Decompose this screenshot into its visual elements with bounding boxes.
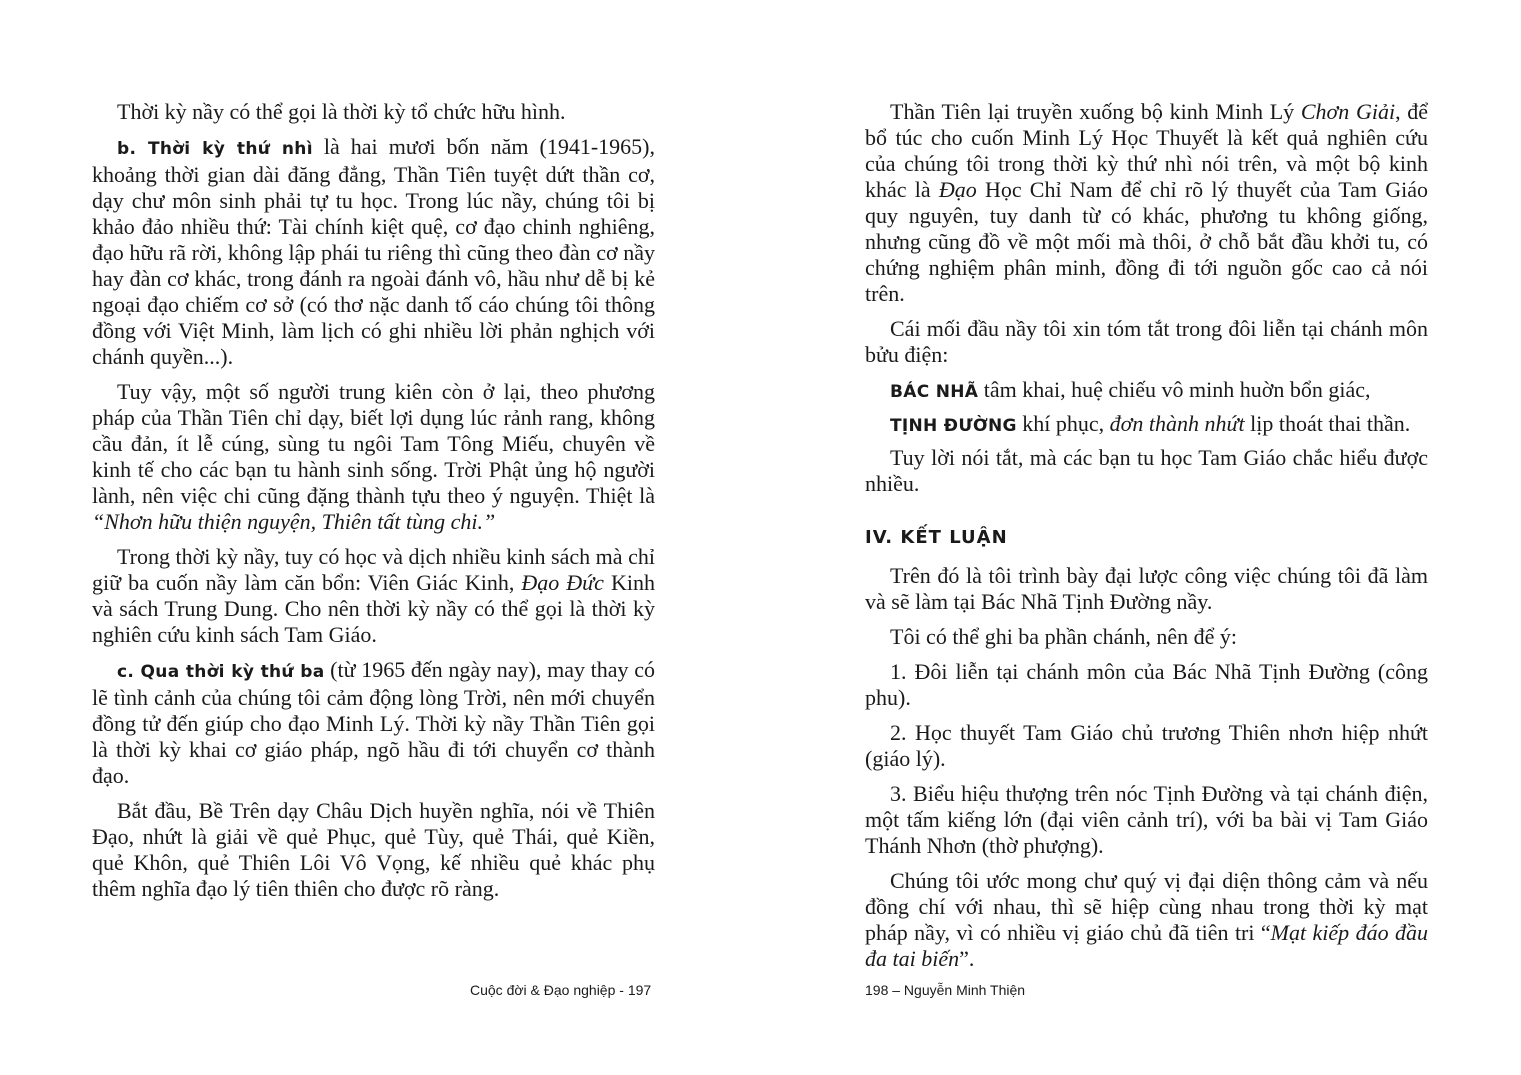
paragraph <box>92 99 655 125</box>
subheading: c. Qua thời kỳ thứ ba <box>117 662 325 682</box>
paragraph-text: , để bổ túc cho cuốn Minh Lý Học Thuyết là kết quả nghiên cứu của chúng tôi trong thời kỳ thứ nhì nói trên, và một bộ kinh khác là <box>865 99 1429 202</box>
couplet-line-2 <box>890 411 1428 439</box>
paragraph <box>92 657 655 789</box>
paragraph-text: ”. <box>959 946 975 971</box>
paragraph-text: 1. Đôi liễn tại chánh môn của Bác Nhã Tịnh Đường (công phu). <box>865 659 1428 710</box>
italic-text: Đạo Đức <box>521 570 604 595</box>
section-title: IV. KẾT LUẬN <box>865 527 1008 548</box>
paragraph <box>865 99 1428 307</box>
paragraph-text: Thời kỳ nầy có thể gọi là thời kỳ tổ chức hữu hình. <box>117 99 566 124</box>
couplet-line-1 <box>890 377 1428 405</box>
couplet-text: tâm khai, huệ chiếu vô minh huờn bổn giác, <box>978 377 1371 402</box>
list-item <box>865 720 1428 772</box>
paragraph <box>865 445 1428 497</box>
paragraph <box>92 379 655 535</box>
paragraph <box>865 563 1428 615</box>
paragraph-text: Trên đó là tôi trình bày đại lược công việc chúng tôi đã làm và sẽ làm tại Bác Nhã Tịnh Đường nầy. <box>865 563 1428 614</box>
paragraph-text: Tuy vậy, một số người trung kiên còn ở lại, theo phương pháp của Thần Tiên chỉ dạy, biết lợi dụng lúc rảnh rang, không cầu đản, ít lễ cúng, sùng tu ngôi Tam Tông Miếu, chuyên về kinh tế cho các bạn tu hành sinh sống. Trời Phật ủng hộ người lành, nên việc chi cũng đặng thành tựu theo ý nguyện. Thiệt là <box>92 379 655 508</box>
list-item <box>865 781 1428 859</box>
paragraph <box>865 624 1428 650</box>
page-footer-right: 198 – Nguyễn Minh Thiện <box>865 982 1026 998</box>
quote-text: “Nhơn hữu thiện nguyện, Thiên tất tùng chi.” <box>92 509 496 534</box>
couplet-text: khí phục, <box>1016 411 1110 436</box>
paragraph-text: Thần Tiên lại truyền xuống bộ kinh Minh Lý <box>890 99 1301 124</box>
left-page <box>92 99 655 911</box>
couplet-keyword: BÁC NHÃ <box>890 382 979 402</box>
paragraph-text: Học Chỉ Nam để chỉ rõ lý thuyết của Tam Giáo quy nguyên, tuy danh từ có khác, phương tu không giống, nhưng cũng đồ về một mối mà thôi, ở chỗ bắt đầu khởi tu, có chứng nghiệm phân minh, đồng đi tới nguồn gốc cao cả nói trên. <box>865 177 1429 306</box>
list-item <box>865 659 1428 711</box>
italic-text: đơn thành nhứt <box>1109 411 1245 436</box>
page-footer-left: Cuộc đời & Đạo nghiệp - 197 <box>470 982 652 998</box>
right-page <box>865 99 1428 981</box>
paragraph-text: Trong thời kỳ nầy, tuy có học và dịch nhiều kinh sách mà chỉ giữ ba cuốn nầy làm căn bổn: Viên Giác Kinh, <box>92 544 655 595</box>
paragraph-text: (từ 1965 đến ngày nay), may thay có lẽ tình cảnh của chúng tôi cảm động lòng Trời, nên mới chuyển đồng tử đến giúp cho đạo Minh Lý. Thời kỳ nầy Thần Tiên gọi là thời kỳ khai cơ giáo pháp, ngõ hầu đi tới chuyển cơ thành đạo. <box>92 657 655 788</box>
quote-text: Mạt kiếp đáo đầu đa tai biến <box>865 920 1428 971</box>
italic-text: Chơn Giải <box>1300 99 1396 124</box>
paragraph <box>92 798 655 902</box>
couplet-text: lịp thoát thai thần. <box>1244 411 1411 436</box>
paragraph-text: Kinh và sách Trung Dung. Cho nên thời kỳ nầy có thể gọi là thời kỳ nghiên cứu kinh sách Tam Giáo. <box>92 570 655 647</box>
paragraph <box>92 544 655 648</box>
paragraph-text: Tôi có thể ghi ba phần chánh, nên để ý: <box>890 624 1238 649</box>
paragraph-text: Cái mối đầu nầy tôi xin tóm tắt trong đôi liễn tại chánh môn bửu điện: <box>865 316 1428 367</box>
paragraph-text: là hai mươi bốn năm (1941-1965), khoảng thời gian dài đăng đẳng, Thần Tiên tuyệt dứt thần cơ, dạy chư môn sinh phải tự tu học. Trong lúc nầy, chúng tôi bị khảo đảo nhiều thứ: Tài chính kiệt quệ, cơ đạo chinh nghiêng, đạo hữu rã rời, không lập phái tu riêng thì cũng theo đàn cơ nầy hay đàn cơ khác, trong đánh ra ngoài đánh vô, hầu như dễ bị kẻ ngoại đạo chiếm cơ sở (có thơ nặc danh tố cáo chúng tôi thông đồng với Việt Minh, làm lịch có ghi nhiều lời phản nghịch với chánh quyền...). <box>92 134 655 369</box>
paragraph-text: Bắt đầu, Bề Trên dạy Châu Dịch huyền nghĩa, nói về Thiên Đạo, nhứt là giải về quẻ Phục, quẻ Tùy, quẻ Thái, quẻ Kiền, quẻ Khôn, quẻ Thiên Lôi Vô Vọng, kế nhiều quẻ khác phụ thêm nghĩa đạo lý tiên thiên cho được rõ ràng. <box>92 798 655 901</box>
paragraph <box>92 134 655 370</box>
couplet-keyword: TỊNH ĐƯỜNG <box>890 416 1017 436</box>
subheading: b. Thời kỳ thứ nhì <box>117 139 313 159</box>
italic-text: Đạo <box>938 177 977 202</box>
paragraph <box>865 316 1428 368</box>
paragraph-text: Chúng tôi ước mong chư quý vị đại diện thông cảm và nếu đồng chí với nhau, thì sẽ hiệp cùng nhau trong thời kỳ mạt pháp nầy, vì có nhiều vị giáo chủ đã tiên tri “ <box>865 868 1428 945</box>
paragraph-text: 2. Học thuyết Tam Giáo chủ trương Thiên nhơn hiệp nhứt (giáo lý). <box>865 720 1428 771</box>
paragraph <box>865 868 1428 972</box>
paragraph-text: Tuy lời nói tắt, mà các bạn tu học Tam Giáo chắc hiểu được nhiều. <box>865 445 1428 496</box>
paragraph-text: 3. Biểu hiệu thượng trên nóc Tịnh Đường và tại chánh điện, một tấm kiếng lớn (đại viên cảnh trí), với ba bài vị Tam Giáo Thánh Nhơn (thờ phượng). <box>865 781 1428 858</box>
